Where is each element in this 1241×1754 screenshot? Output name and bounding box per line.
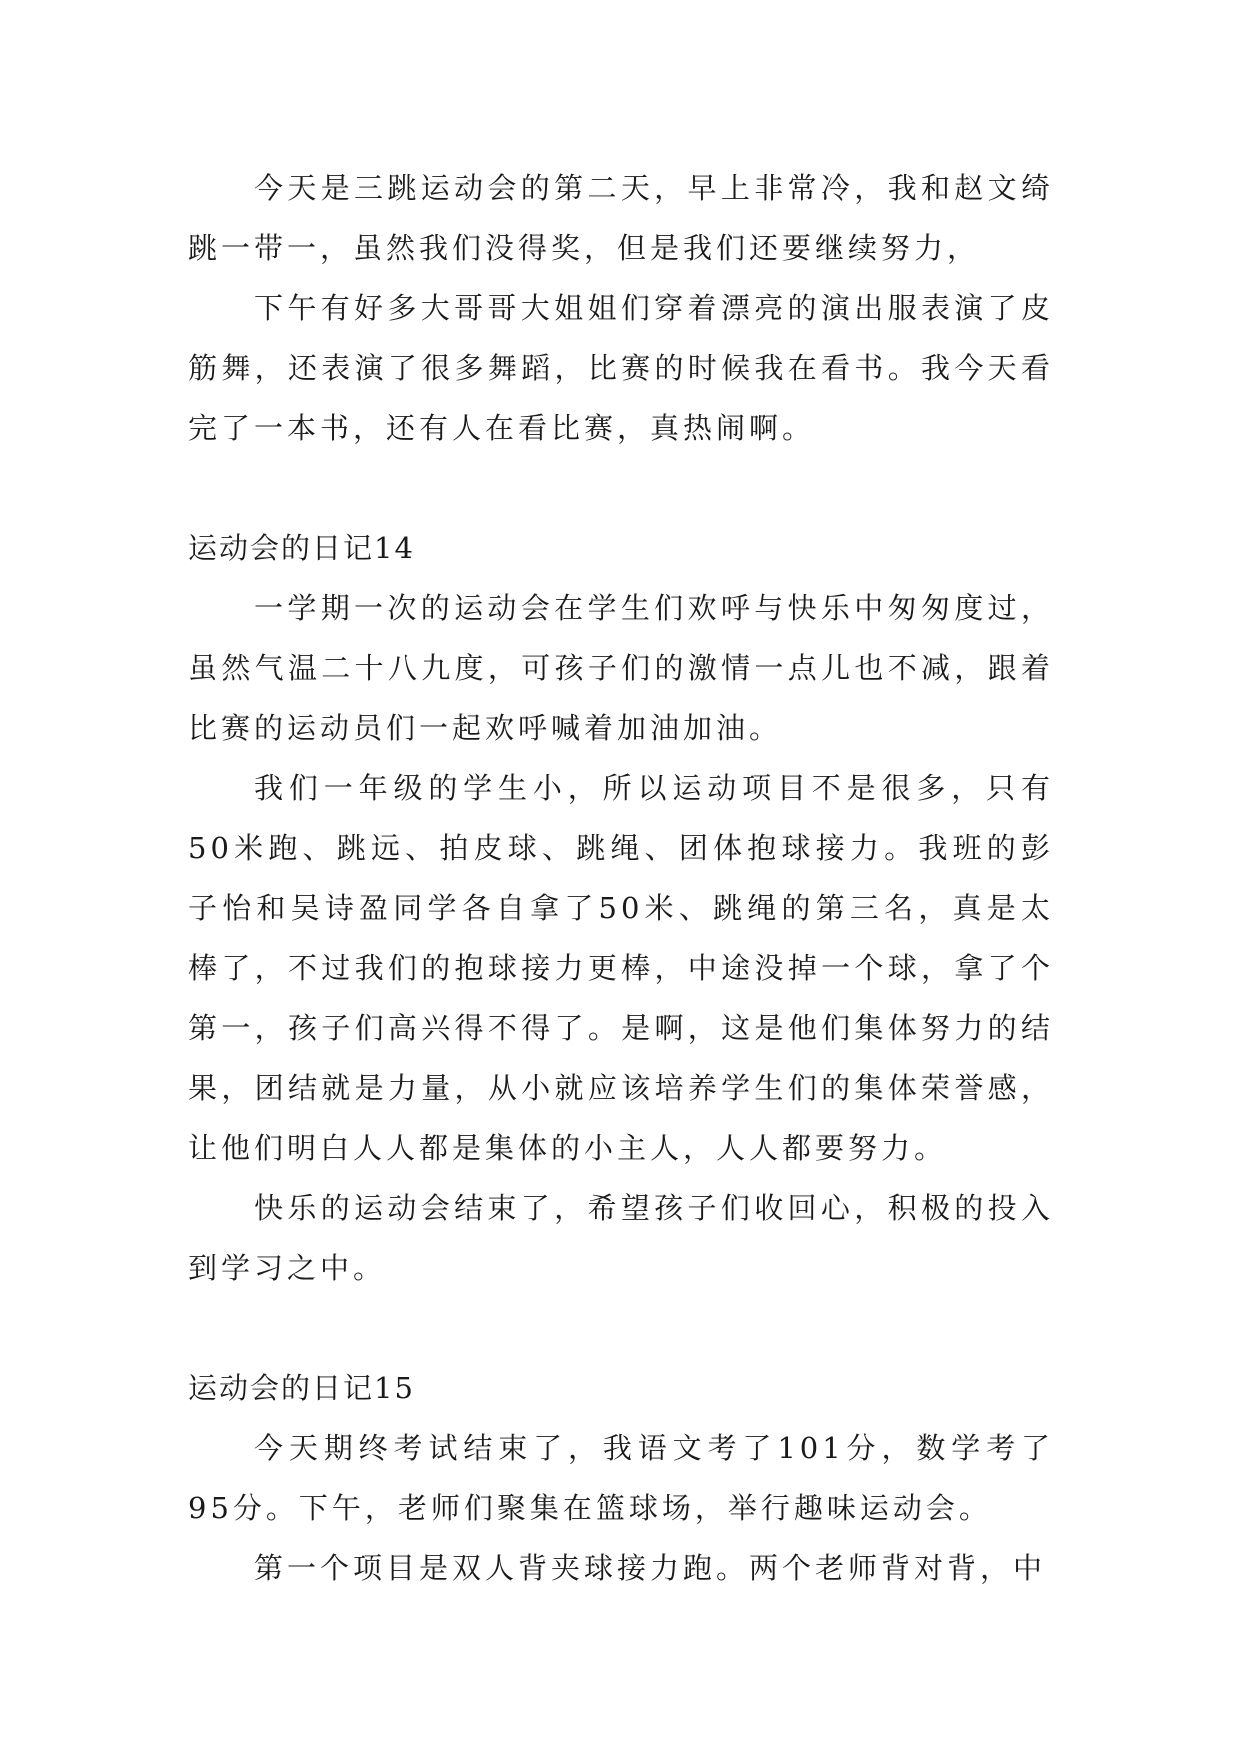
section14-title: 运动会的日记14	[188, 531, 415, 565]
document-page	[188, 158, 1054, 1598]
section15-paragraph-2: 第一个项目是双人背夹球接力跑。两个老师背对背，中	[254, 1551, 1047, 1585]
section-spacer	[188, 1298, 1054, 1358]
section13-paragraph-1: 今天是三跳运动会的第二天，早上非常冷，我和赵文绮跳一带一，虽然我们没得奖，但是我们还要继续努力，	[188, 171, 1054, 265]
section13-paragraph-2: 下午有好多大哥哥大姐姐们穿着漂亮的演出服表演了皮筋舞，还表演了很多舞蹈，比赛的时候我在看书。我今天看完了一本书，还有人在看比赛，真热闹啊。	[188, 291, 1054, 445]
section14-paragraph-1: 一学期一次的运动会在学生们欢呼与快乐中匆匆度过，虽然气温二十八九度，可孩子们的激情一点儿也不减，跟着比赛的运动员们一起欢呼喊着加油加油。	[188, 591, 1054, 745]
section-spacer	[188, 458, 1054, 518]
section15-title: 运动会的日记15	[188, 1371, 415, 1405]
section15-paragraph-1: 今天期终考试结束了，我语文考了101分，数学考了95分。下午，老师们聚集在篮球场，举行趣味运动会。	[188, 1431, 1054, 1525]
section14-paragraph-2: 我们一年级的学生小，所以运动项目不是很多，只有50米跑、跳远、拍皮球、跳绳、团体抱球接力。我班的彭子怡和吴诗盈同学各自拿了50米、跳绳的第三名，真是太棒了，不过我们的抱球接力更棒，中途没掉一个球，拿了个第一，孩子们高兴得不得了。是啊，这是他们集体努力的结果，团结就是力量，从小就应该培养学生们的集体荣誉感，让他们明白人人都是集体的小主人，人人都要努力。	[188, 771, 1054, 1165]
section14-paragraph-3: 快乐的运动会结束了，希望孩子们收回心，积极的投入到学习之中。	[188, 1191, 1054, 1285]
